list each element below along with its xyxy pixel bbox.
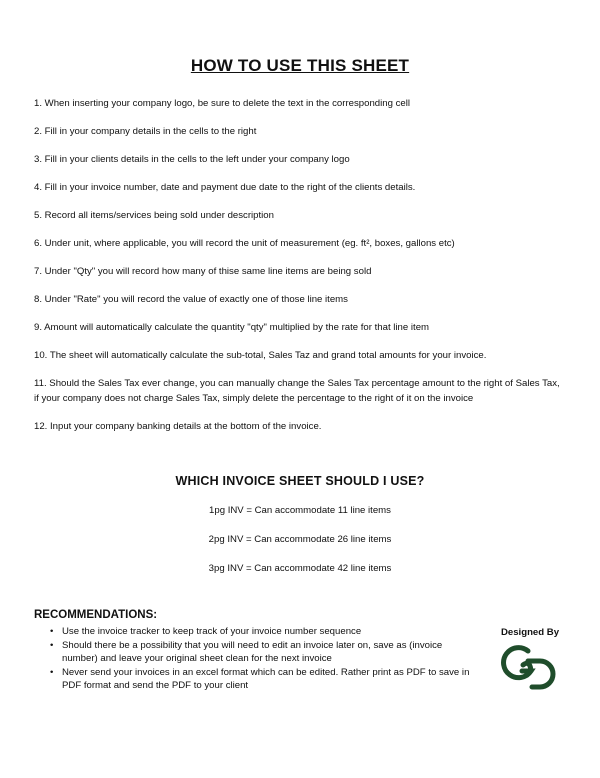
recommendation-text: Never send your invoices in an excel format which can be edited. Rather print as PDF to save in PDF format and send the PDF to your client (62, 666, 470, 691)
list-item (34, 639, 474, 666)
sheet-option-2pg: 2pg INV = Can accommodate 26 line items (208, 534, 392, 545)
step-9: 9. Amount will automatically calculate the quantity "qty" multiplied by the rate for that line item (34, 322, 430, 333)
step-7: 7. Under "Qty" you will record how many of thise same line items are being sold (34, 266, 372, 277)
designed-by-label: Designed By (500, 627, 560, 638)
step-3: 3. Fill in your clients details in the cells to the left under your company logo (34, 154, 350, 165)
recommendations-list (34, 625, 474, 693)
step-2: 2. Fill in your company details in the cells to the right (34, 126, 257, 137)
steps-list (34, 96, 564, 434)
step-1: 1. When inserting your company logo, be sure to delete the text in the corresponding cell (34, 98, 410, 109)
sheet-option-3pg: 3pg INV = Can accommodate 42 line items (208, 563, 392, 574)
bullet-icon: • (50, 639, 54, 651)
recommendation-text: Use the invoice tracker to keep track of your invoice number sequence (62, 626, 362, 637)
bullet-icon: • (50, 666, 54, 678)
page-title: HOW TO USE THIS SHEET (190, 56, 410, 75)
step-4: 4. Fill in your invoice number, date and payment due date to the right of the clients details. (34, 182, 416, 193)
step-8: 8. Under "Rate" you will record the value of exactly one of those line items (34, 294, 348, 305)
sheet-option-1pg: 1pg INV = Can accommodate 11 line items (209, 505, 391, 516)
which-sheet-heading: WHICH INVOICE SHEET SHOULD I USE? (175, 474, 425, 488)
step-12: 12. Input your company banking details at the bottom of the invoice. (34, 421, 322, 432)
step-6: 6. Under unit, where applicable, you will record the unit of measurement (eg. ft², boxes, gallons etc) (34, 238, 455, 249)
step-11: 11. Should the Sales Tax ever change, you can manually change the Sales Tax percentage amount to the right of Sales Tax, if your company does not charge Sales Tax, simply delete the percentage to the right of it on the invoice (34, 378, 560, 404)
recommendation-text: Should there be a possibility that you will need to edit an invoice later on, save as (invoice number) and leave your original sheet clean for the next invoice (62, 639, 443, 664)
list-item (34, 625, 474, 639)
recommendations-heading: RECOMMENDATIONS: (34, 609, 158, 621)
step-10: 10. The sheet will automatically calculate the sub-total, Sales Taz and grand total amounts for your invoice. (34, 350, 487, 361)
gsd-logo-icon (498, 640, 560, 690)
list-item (34, 666, 474, 693)
bullet-icon: • (50, 626, 54, 637)
step-5: 5. Record all items/services being sold under description (34, 210, 274, 221)
